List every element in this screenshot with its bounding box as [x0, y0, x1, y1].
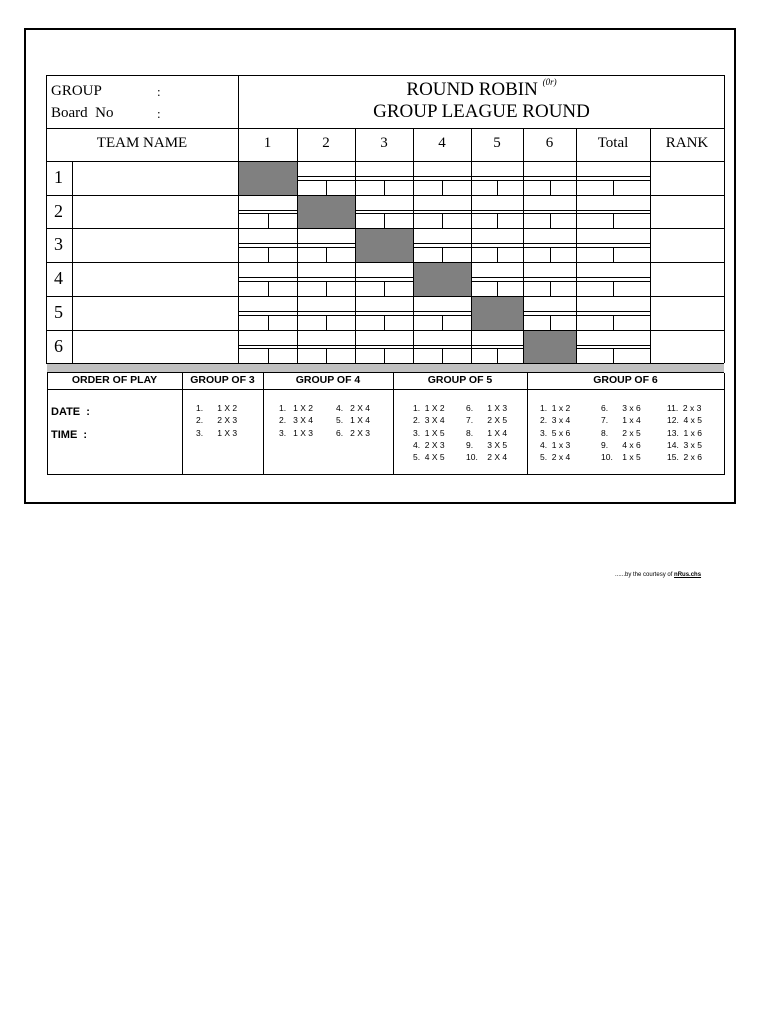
- oop-col-divider: [182, 373, 183, 475]
- match-pairing: 15. 2 x 6: [667, 452, 702, 463]
- separator-band: [47, 363, 724, 373]
- row-number: 4: [54, 268, 63, 288]
- match-pairing: 12. 4 x 5: [667, 415, 702, 426]
- group-colon: :: [157, 84, 161, 99]
- team-name-field[interactable]: [72, 296, 238, 330]
- score-cell[interactable]: [471, 262, 523, 296]
- match-pairing: 6. 3 x 6: [601, 403, 641, 413]
- match-pairing: 3. 1 X 3: [196, 427, 238, 438]
- oop-header-line: [47, 389, 724, 390]
- match-pairing: 3. 1 X 3: [279, 427, 314, 438]
- group4-title: GROUP OF 4: [295, 374, 361, 386]
- row-number: 2: [54, 201, 63, 221]
- team-name-field[interactable]: [72, 228, 238, 262]
- score-cell[interactable]: [413, 228, 471, 262]
- score-cell[interactable]: [355, 330, 413, 363]
- footer-courtesy: [615, 572, 701, 578]
- total-header: Total: [597, 135, 629, 151]
- date-label: DATE :: [51, 406, 90, 418]
- match-pairing: 4. 2 X 3: [413, 439, 445, 450]
- score-cell[interactable]: [471, 161, 523, 195]
- self-match-cell: [297, 195, 355, 228]
- score-cell[interactable]: [355, 161, 413, 195]
- score-cell[interactable]: [238, 228, 297, 262]
- team-name-field[interactable]: [72, 262, 238, 296]
- score-cell[interactable]: [238, 195, 297, 228]
- column-header: 3: [380, 135, 388, 151]
- courtesy-text: ......by the courtesy of: [615, 572, 675, 578]
- match-pairing: 9. 3 X 5: [466, 439, 508, 450]
- date-field[interactable]: [92, 403, 178, 419]
- group3-title: GROUP OF 3: [190, 374, 255, 386]
- score-cell[interactable]: [355, 296, 413, 330]
- score-cell[interactable]: [576, 195, 650, 228]
- match-pairing: 5. 1 X 4: [336, 415, 371, 426]
- match-pairing: 10. 1 x 5: [601, 452, 641, 463]
- page-subtitle: GROUP LEAGUE ROUND: [373, 101, 590, 122]
- score-cell[interactable]: [413, 296, 471, 330]
- score-cell[interactable]: [238, 296, 297, 330]
- board-field[interactable]: [165, 102, 235, 122]
- match-pairing: 2. 3 X 4: [413, 415, 445, 426]
- time-label: TIME :: [51, 429, 88, 441]
- score-cell[interactable]: [471, 195, 523, 228]
- match-pairing: 5. 4 X 5: [413, 452, 445, 463]
- time-field[interactable]: [92, 426, 178, 442]
- title-round-robin: ROUND ROBIN: [406, 79, 538, 100]
- match-pairing: 1. 1 X 2: [196, 403, 238, 413]
- match-pairing: 8. 2 x 5: [601, 427, 641, 438]
- score-cell[interactable]: [576, 296, 650, 330]
- board-label: Board No: [51, 105, 114, 121]
- score-cell[interactable]: [238, 330, 297, 363]
- row-number: 1: [54, 167, 63, 187]
- score-cell[interactable]: [523, 296, 576, 330]
- match-pairing: 6. 1 X 3: [466, 403, 508, 413]
- match-pairing: 3. 5 x 6: [540, 427, 571, 438]
- score-cell[interactable]: [471, 228, 523, 262]
- match-pairing: 7. 2 X 5: [466, 415, 508, 426]
- self-match-cell: [355, 228, 413, 262]
- group5-title: GROUP OF 5: [427, 374, 493, 386]
- row-number: 3: [54, 234, 63, 254]
- self-match-cell: [471, 296, 523, 330]
- score-cell[interactable]: [523, 195, 576, 228]
- score-cell[interactable]: [355, 262, 413, 296]
- match-pairing: 8. 1 X 4: [466, 427, 508, 438]
- score-cell[interactable]: [413, 195, 471, 228]
- grid-border: [724, 128, 725, 363]
- column-header: 4: [438, 135, 446, 151]
- match-pairing: 5. 2 x 4: [540, 452, 571, 463]
- title-or: (0r): [542, 76, 557, 87]
- score-cell[interactable]: [576, 330, 650, 363]
- rank-field[interactable]: [650, 228, 724, 262]
- score-cell[interactable]: [471, 330, 523, 363]
- group-field[interactable]: [165, 80, 235, 100]
- row-number: 6: [54, 336, 63, 356]
- match-pairing: 9. 4 x 6: [601, 439, 641, 450]
- team-name-field[interactable]: [72, 330, 238, 363]
- score-cell[interactable]: [576, 228, 650, 262]
- rank-header: RANK: [665, 135, 709, 151]
- match-pairing: 13. 1 x 6: [667, 427, 702, 438]
- score-cell[interactable]: [576, 262, 650, 296]
- match-pairing: 7. 1 x 4: [601, 415, 641, 426]
- oop-title: ORDER OF PLAY: [71, 374, 158, 386]
- score-cell[interactable]: [297, 296, 355, 330]
- match-pairing: 4. 2 X 4: [336, 403, 371, 413]
- group6-title: GROUP OF 6: [593, 374, 658, 386]
- score-cell[interactable]: [297, 228, 355, 262]
- column-header: 1: [263, 135, 272, 151]
- score-cell[interactable]: [238, 262, 297, 296]
- match-pairing: 11. 2 x 3: [667, 403, 702, 413]
- oop-col-divider: [527, 373, 528, 475]
- score-cell[interactable]: [355, 195, 413, 228]
- match-pairing: 1. 1 x 2: [540, 403, 571, 413]
- match-pairing: 2. 3 X 4: [279, 415, 314, 426]
- match-pairing: 1. 1 X 2: [413, 403, 445, 413]
- rank-field[interactable]: [650, 161, 724, 195]
- score-cell[interactable]: [297, 330, 355, 363]
- rank-field[interactable]: [650, 296, 724, 330]
- match-pairing: 14. 3 x 5: [667, 439, 702, 450]
- self-match-cell: [238, 161, 297, 195]
- team-name-field[interactable]: [72, 195, 238, 228]
- oop-col-divider: [263, 373, 264, 475]
- column-header: 6: [545, 135, 554, 151]
- score-cell[interactable]: [413, 161, 471, 195]
- score-cell[interactable]: [297, 161, 355, 195]
- courtesy-name: nRus.chs: [674, 572, 702, 578]
- score-cell[interactable]: [523, 262, 576, 296]
- rank-field[interactable]: [650, 195, 724, 228]
- score-cell[interactable]: [523, 228, 576, 262]
- rank-field[interactable]: [650, 262, 724, 296]
- match-pairing: 2. 2 X 3: [196, 415, 238, 426]
- match-pairing: 3. 1 X 5: [413, 427, 445, 438]
- group-label: GROUP: [51, 83, 102, 99]
- grid-border: [46, 128, 47, 363]
- score-cell[interactable]: [576, 161, 650, 195]
- score-cell[interactable]: [297, 262, 355, 296]
- page-title: [239, 76, 724, 101]
- self-match-cell: [523, 330, 576, 363]
- match-pairing: 10. 2 X 4: [466, 452, 508, 463]
- oop-col-divider: [393, 373, 394, 475]
- match-pairing: 2. 3 x 4: [540, 415, 571, 426]
- match-pairing: 6. 2 X 3: [336, 427, 371, 438]
- team-name-field[interactable]: [72, 161, 238, 195]
- score-cell[interactable]: [413, 330, 471, 363]
- match-pairing: 1. 1 X 2: [279, 403, 314, 413]
- self-match-cell: [413, 262, 471, 296]
- column-header: 5: [493, 135, 501, 151]
- score-cell[interactable]: [523, 161, 576, 195]
- column-header: 2: [322, 135, 330, 151]
- team-name-header: TEAM NAME: [96, 135, 188, 151]
- board-colon: :: [157, 106, 161, 121]
- rank-field[interactable]: [650, 330, 724, 363]
- match-pairing: 4. 1 x 3: [540, 439, 571, 450]
- row-number: 5: [54, 302, 63, 322]
